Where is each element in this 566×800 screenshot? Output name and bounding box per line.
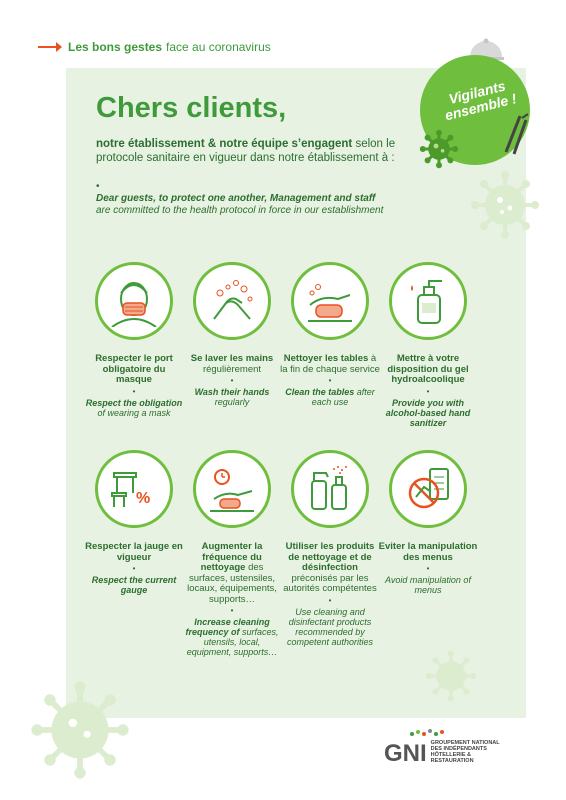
item-en-a: Clean the tables [285, 387, 355, 397]
item-label-a: Nettoyer les tables [283, 353, 369, 364]
page-title: Chers clients, [96, 92, 287, 124]
item-en-a: Respect the obligation [85, 397, 183, 408]
intro-french [96, 137, 416, 165]
item-label-b: des surfaces, ustensiles, locaux, équipements, supports… [187, 562, 277, 605]
item-label-b: régulièrement [202, 363, 262, 375]
badge-text: Vigilants ensemble ! [443, 77, 519, 124]
mask-icon [95, 262, 173, 340]
item-dot: • [328, 595, 332, 605]
intro-en-bold: Dear guests, to protect one another, Management and staff [96, 193, 376, 204]
sanitizer-icon [389, 262, 467, 340]
item-label-a: Utiliser les produits de nettoyage et de désinfection [285, 541, 375, 573]
item-dot: • [230, 376, 234, 385]
virus-icon [470, 170, 540, 240]
capacity-icon [95, 450, 173, 528]
item-wash-hands [182, 262, 282, 407]
item-label-a: Augmenter la fréquence du nettoyage [200, 541, 263, 573]
item-sanitizer [378, 262, 478, 428]
intro-fr-bold: notre établissement & notre équipe s’engagent [96, 138, 353, 150]
item-en-a: Wash their hands [194, 387, 270, 397]
cleaning-frequency-icon [193, 450, 271, 528]
item-disinfectant [280, 450, 380, 647]
logo-subtitle: GROUPEMENT NATIONAL DES INDÉPENDANTS HÔTELLERIE & RESTAURATION [430, 740, 500, 764]
item-en-b: Use cleaning and disinfectant products recommended by competent authorities [286, 606, 374, 647]
hand-washing-icon [193, 262, 271, 340]
gni-logo [384, 740, 511, 768]
item-en-b: after each use [311, 387, 375, 407]
item-clean-tables [280, 262, 380, 407]
cutlery-icon [500, 112, 532, 156]
header-regular: face au coronavirus [166, 40, 271, 54]
item-mask [84, 262, 184, 418]
item-label-b: obligatoire du masque [102, 363, 166, 385]
disinfectant-icon [291, 450, 369, 528]
item-label-b: préconisés par les autorités compétentes [283, 572, 377, 594]
item-label-a: Eviter la manipulation des menus [378, 541, 478, 563]
item-label-a: Se laver les mains [190, 353, 274, 364]
svg-text:%: % [136, 490, 151, 507]
intro-en-rest: are committed to the health protocol in force in our establishment [96, 205, 384, 216]
item-en-a: Increase cleaning frequency of [185, 617, 270, 637]
intro-english [96, 193, 456, 217]
intro-fr-rest: selon le protocole sanitaire en vigueur dans notre établissement à : [96, 138, 396, 164]
item-dot: • [132, 564, 136, 573]
item-en-b: regularly [214, 397, 250, 407]
intro-bullet: • [96, 181, 100, 192]
item-capacity [84, 450, 184, 595]
logo-dots-icon [408, 728, 448, 738]
item-dot: • [426, 564, 430, 573]
item-label-a: Respecter le port [95, 353, 173, 364]
item-dot: • [230, 606, 234, 615]
item-dot: • [426, 386, 430, 396]
item-label-a: Respecter la jauge en vigueur [85, 541, 183, 563]
virus-icon [418, 128, 460, 170]
item-dot: • [132, 386, 136, 396]
no-menu-icon [389, 450, 467, 528]
page-header [38, 40, 271, 54]
item-en-a: Provide you with alcohol-based hand sanitizer [385, 397, 471, 428]
item-cleaning-frequency [182, 450, 282, 657]
virus-icon [425, 650, 477, 702]
item-en-b: surfaces, utensils, local, equipment, supports… [186, 627, 279, 657]
header-bold: Les bons gestes [68, 40, 163, 54]
logo-name: GNI [384, 740, 427, 767]
virus-icon [30, 680, 130, 780]
item-en-b: of wearing a mask [97, 407, 171, 418]
item-dot: • [328, 376, 332, 385]
arrow-icon [38, 46, 60, 48]
item-en-b: Avoid manipulation of menus [385, 575, 471, 595]
item-label-b: à la fin de chaque service [280, 353, 380, 375]
item-label-a: Mettre à votre disposition du gel hydroalcoolique [387, 353, 469, 385]
item-no-menu [378, 450, 478, 595]
item-en-a: Respect the current gauge [91, 575, 177, 595]
table-cleaning-icon [291, 262, 369, 340]
